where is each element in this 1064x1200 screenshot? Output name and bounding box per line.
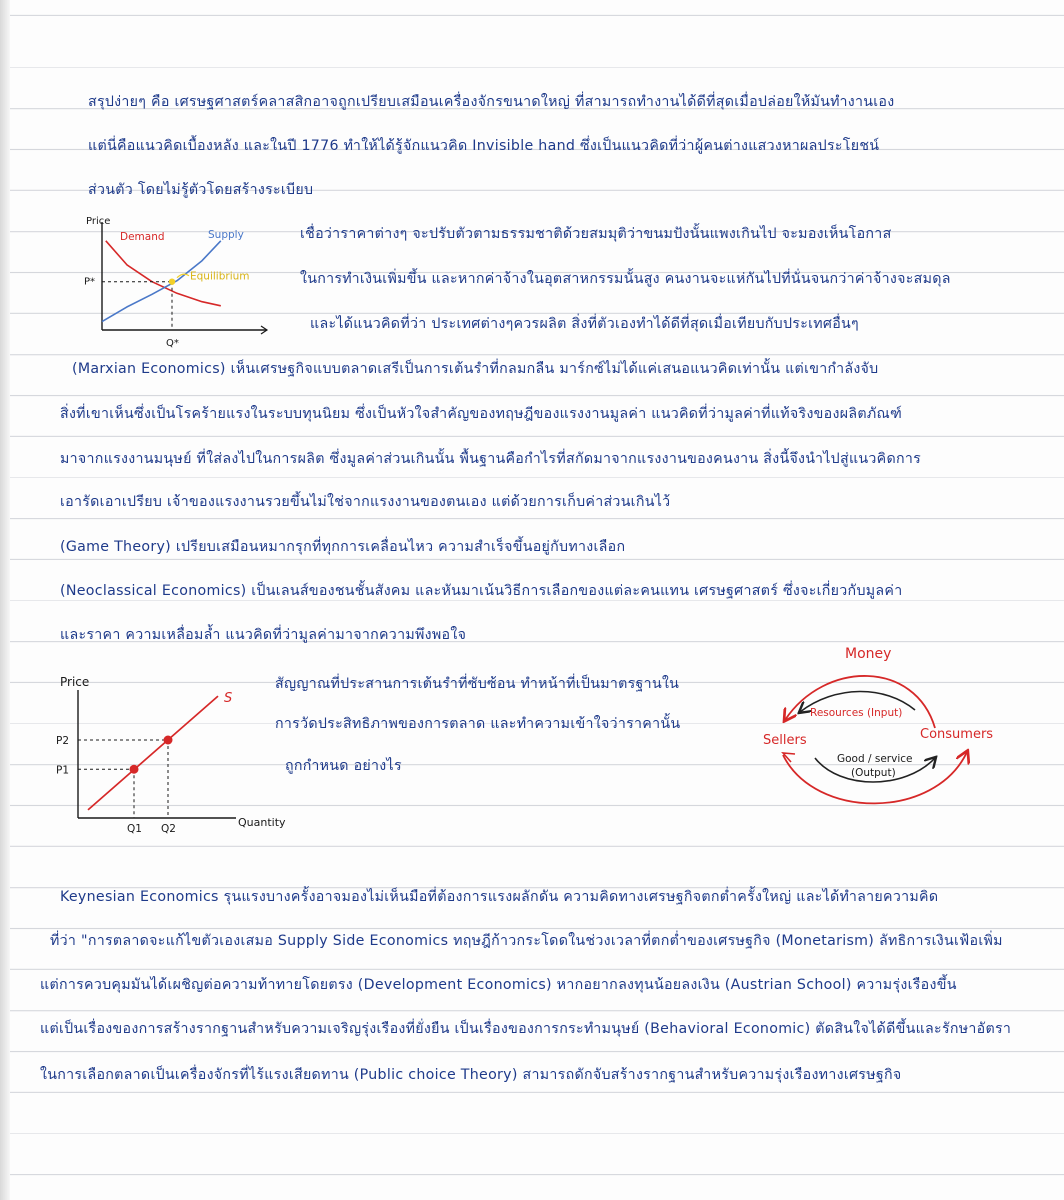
equilibrium-label: Equilibrium — [190, 270, 250, 283]
money-flow-arrow — [785, 676, 935, 728]
q1-label: Q1 — [127, 823, 142, 835]
marxian-line-2: สิ่งที่เขาเห็นซึ่งเป็นโรคร้ายแรงในระบบทุนนิยม ซึ่งเป็นหัวใจสำคัญของทฤษฎีของแรงงานมูลค่า แนวคิดที่ว่ามูลค่าที่แท้จริงของผลิตภัณฑ์ — [60, 406, 903, 422]
chart1-text-line-2: ในการทำเงินเพิ่มขึ้น และหากค่าจ้างในอุตสาหกรรมนั้นสูง คนงานจะแห่กันไปที่นั่นจนกว่าค่าจ้างจะสมดุล — [300, 271, 951, 287]
q-star-label: Q* — [166, 338, 179, 349]
keynesian-line-2: ที่ว่า "การตลาดจะแก้ไขตัวเองเสมอ Supply Side Economics ทฤษฎีก้าวกระโดดในช่วงเวลาที่ตกต่ำของเศรษฐกิจ (Monetarism) ลัทธิการเงินเฟ้อเพิ่ม — [50, 933, 1003, 949]
marxian-line-1: (Marxian Economics) เห็นเศรษฐกิจแบบตลาดเสรีเป็นการเต้นรำที่กลมกลืน มาร์กซ์ไม่ได้แค่เสนอแนวคิดเท่านั้น แต่เขากำลังจับ — [72, 361, 879, 377]
output-label: (Output) — [851, 767, 896, 779]
chart2-text-line-2: การวัดประสิทธิภาพของการตลาด และทำความเข้าใจว่าราคานั้น — [275, 716, 681, 732]
demand-label: Demand — [120, 231, 165, 243]
p2-label: P2 — [56, 735, 70, 747]
supply-s-label: S — [224, 691, 233, 707]
keynesian-line-3: แต่การควบคุมมันได้เผชิญต่อความท้าทายโดยตรง (Development Economics) หากอยากลงทุนน้อยลงเงิน (Austrian School) ความรุ่งเรืองขึ้น — [40, 977, 957, 993]
goods-label: Good / service — [837, 753, 913, 765]
marxian-line-3: มาจากแรงงานมนุษย์ ที่ใส่ลงไปในการผลิต ซึ่งมูลค่าส่วนเกินนั้น พื้นฐานคือกำไรที่สกัดมาจากแรงงานของคนงาน สิ่งนี้จึงนำไปสู่แนวคิดการ — [60, 451, 922, 467]
chart1-ylabel: Price — [86, 216, 111, 227]
page-edge — [0, 0, 10, 1200]
resources-label: Resources (Input) — [810, 707, 903, 719]
money-label: Money — [845, 646, 892, 662]
supply-demand-chart — [80, 212, 280, 352]
neoclassical-line-1: (Neoclassical Economics) เป็นเลนส์ของชนชั้นสังคม และหันมาเน้นวิธีการเลือกของแต่ละคนแทน เศรษฐศาสตร์ ซึ่งจะเกี่ยวกับมูลค่า — [60, 583, 903, 599]
supply-quantity-chart — [50, 670, 310, 845]
intro-line-3: ส่วนตัว โดยไม่รู้ตัวโดยสร้างระเบียบ — [88, 182, 314, 198]
keynesian-line-1: Keynesian Economics รุนแรงบางครั้งอาจมองไม่เห็นมือที่ต้องการแรงผลักดัน ความคิดทางเศรษฐกิจตกต่ำครั้งใหญ่ และได้ทำลายความคิด — [60, 889, 939, 905]
chart2-supply-line — [88, 696, 218, 810]
chart1-text-line-1: เชื่อว่าราคาต่างๆ จะปรับตัวตามธรรมชาติด้วยสมมุติว่าขนมปังนั้นแพงเกินไป จะมองเห็นโอกาส — [300, 226, 892, 242]
keynesian-line-4: แต่เป็นเรื่องของการสร้างรากฐานสำหรับความเจริญรุ่งเรืองที่ยั่งยืน เป็นเรื่องของการกระทำมนุษย์ (Behavioral Economic) ตัดสินใจได้ดีขึ้นและรักษาอัตรา — [40, 1021, 1012, 1037]
chart2-xlabel: Quantity — [238, 816, 286, 829]
marxian-line-4: เอารัดเอาเปรียบ เจ้าของแรงงานรวยขึ้นไม่ใช่จากแรงงานของตนเอง แต่ด้วยการเก็บค่าส่วนเกินไว้ — [60, 494, 671, 510]
chart2-text-line-1: สัญญาณที่ประสานการเต้นรำที่ซับซ้อน ทำหน้าที่เป็นมาตรฐานใน — [275, 676, 680, 692]
neoclassical-line-2: และราคา ความเหลื่อมล้ำ แนวคิดที่ว่ามูลค่ามาจากความพึงพอใจ — [60, 627, 467, 643]
keynesian-line-5: ในการเลือกตลาดเป็นเครื่องจักรที่ไร้แรงเสียดทาน (Public choice Theory) สามารถดักจับสร้างรากฐานสำหรับความรุ่งเรืองทางเศรษฐกิจ — [40, 1067, 902, 1083]
chart2-point-1 — [130, 765, 139, 774]
intro-line-1: สรุปง่ายๆ คือ เศรษฐศาสตร์คลาสสิกอาจถูกเปรียบเสมือนเครื่องจักรขนาดใหญ่ ที่สามารถทำงานได้ดีที่สุดเมื่อปล่อยให้มันทำงานเอง — [88, 94, 895, 110]
game-theory-line: (Game Theory) เปรียบเสมือนหมากรุกที่ทุกการเคลื่อนไหว ความสำเร็จขึ้นอยู่กับทางเลือก — [60, 539, 626, 555]
supply-label: Supply — [208, 229, 244, 241]
consumers-label: Consumers — [920, 727, 994, 742]
q2-label: Q2 — [161, 823, 176, 835]
p-star-label: P* — [84, 276, 96, 288]
intro-line-2: แต่นี่คือแนวคิดเบื้องหลัง และในปี 1776 ทำให้ได้รู้จักแนวคิด Invisible hand ซึ่งเป็นแนวคิดที่ว่าผู้คนต่างแสวงหาผลประโยชน์ — [88, 138, 880, 154]
equilibrium-point — [169, 279, 175, 285]
p1-label: P1 — [56, 764, 70, 777]
chart2-text-line-3: ถูกกำหนด อย่างไร — [285, 758, 402, 774]
sellers-label: Sellers — [763, 733, 807, 748]
chart1-text-line-3: และได้แนวคิดที่ว่า ประเทศต่างๆควรผลิต สิ่งที่ตัวเองทำได้ดีที่สุดเมื่อเทียบกับประเทศอื่นๆ — [310, 316, 859, 332]
circular-flow-diagram — [755, 640, 1000, 820]
chart2-point-2 — [164, 736, 173, 745]
chart2-ylabel: Price — [60, 675, 90, 689]
